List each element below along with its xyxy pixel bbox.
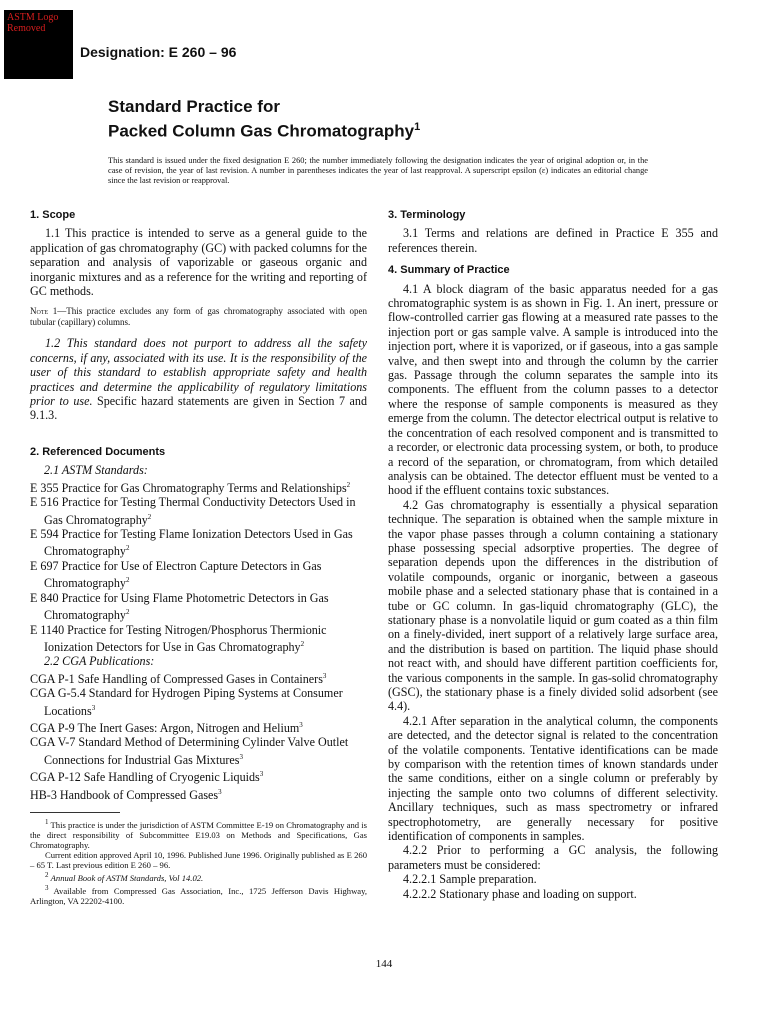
summary-4-2-2-2: 4.2.2.2 Stationary phase and loading on support. — [403, 886, 637, 901]
scope-1-2-italic: 1.2 This standard does not purport to address all the safety concerns, if any, associated with its use. It is the responsibility of the user of this standard to establish appropriate safety and health practices and determine the applicability of regulatory limitations prior to use. — [30, 336, 367, 409]
page-number: 144 — [375, 958, 393, 970]
reference-item: CGA P-12 Safe Handling of Cryogenic Liquids$^3$ — [30, 770, 264, 785]
summary-4-2: 4.2 Gas chromatography is essentially a physical separation technique. The separation is obtained when the sample mixture in the vapor phase passes through a column containing a stationary phase possessing special adsorptive properties. The degree of separation depends upon the differences in the distribution of volatile compounds, organic or inorganic, between a gaseous mobile phase and a selected stationary phase that is contained in a tube or GC column. In gas-liquid chromatography (GLC), the stationary phase is a nonvolatile liquid or gum coated as a thin film on a finely-divided, inert support of a relatively large surface area, and the distribution is based on partition. The liquid phase should not react with, and should have different partition coefficients for, the various components in the sample. In gas-solid chromatography (GSC), the stationary phase is a finely divided solid adsorbent (see 4.4). — [388, 497, 718, 714]
terminology-3-1: 3.1 Terms and relations are defined in Practice E 355 and references therein. — [388, 226, 718, 255]
designation: Designation: E 260 – 96 — [80, 44, 237, 60]
reference-item: CGA P-1 Safe Handling of Compressed Gases in Containers$^3$ — [30, 671, 327, 686]
section-refdocs-heading: 2. Referenced Documents — [30, 445, 166, 458]
section-scope-heading: 1. Scope — [30, 209, 76, 221]
reference-item: E 355 Practice for Gas Chromatography Terms and Relationships$^2$ — [30, 480, 351, 495]
footnote-3: $^3$ Available from Compressed Gas Association, Inc., 1725 Jefferson Davis Highway, Arlington, VA 22202-4100. — [30, 883, 367, 906]
title-line-1: Standard Practice for — [108, 97, 280, 116]
astm-reference-list — [30, 478, 367, 655]
footnotes — [30, 817, 367, 906]
footnote-rule — [30, 812, 120, 813]
reference-item: CGA G-5.4 Standard for Hydrogen Piping Systems at Consumer Locations$^3$ — [30, 686, 343, 718]
document-title — [108, 97, 420, 142]
reference-item: E 516 Practice for Testing Thermal Conductivity Detectors Used in Gas Chromatography$^2$ — [30, 495, 356, 527]
summary-4-1: 4.1 A block diagram of the basic apparatus needed for a gas chromatographic system is as shown in Fig. 1. An inert, pressure or flow-controlled carrier gas flowing at a measured rate passes to the injection port or gas sample valve. A sample is introduced into the injection port, where it is vaporized, or if gaseous, into a gas sample valve, and then swept into and through the column by the carrier gas. Passage through the column separates the sample into its components. The effluent from the column passes to a detector where the response of sample components is measured as they emerge from the column. The detector electrical output is relative to the concentration of each resolved component and is transmitted to a recorder, or electronic data processing system, or both, to produce a record of the separation, or chromatogram, from which detailed analysis can be obtained. The detector effluent must be vented to a hood if the effluent contains toxic substances. — [388, 281, 718, 498]
reference-item: CGA V-7 Standard Method of Determining Cylinder Valve Outlet Connections for Industrial Gas Mixtures$^3$ — [30, 735, 349, 767]
reference-item: E 697 Practice for Use of Electron Capture Detectors in Gas Chromatography$^2$ — [30, 558, 322, 591]
scope-1-2 — [30, 336, 367, 422]
astm-standards-subheading: 2.1 ASTM Standards: — [44, 463, 148, 478]
summary-4-2-1: 4.2.1 After separation in the analytical column, the components are detected, and the detector signal is related to the concentration of the volatile components. Tentative identifications can be made by comparison with the retention times of known standards under the same conditions, either on a single column or preferably by injecting the sample onto two columns of different selectivity. Ancillary techniques, such as mass spectrometry or infrared spectrophotometry, are generally necessary for positive identification of components in samples. — [388, 713, 718, 844]
footnote-1: $^1$ This practice is under the jurisdiction of ASTM Committee E-19 on Chromatography and is the direct responsibility of Subcommittee E19.03 on Methods and Specifications, Gas Chromatography. — [30, 818, 367, 851]
logo-removed-placeholder: ASTM Logo Removed — [4, 10, 73, 79]
note-1 — [30, 306, 367, 328]
title-footnote-marker: 1 — [414, 121, 421, 133]
section-terminology-heading: 3. Terminology — [388, 209, 466, 221]
section-summary-heading: 4. Summary of Practice — [388, 264, 510, 277]
reference-item: HB-3 Handbook of Compressed Gases$^3$ — [30, 787, 222, 802]
scope-1-1: 1.1 This practice is intended to serve as a general guide to the application of gas chromatography (GC) with packed columns for the separation and analysis of vaporizable or gaseous organic and inorganic mixtures and as a reference for the writing and reporting of GC methods. — [30, 226, 367, 299]
summary-4-2-2: 4.2.2 Prior to performing a GC analysis, the following parameters must be considered: — [388, 843, 718, 872]
footnote-2: $^2$ Annual Book of ASTM Standards, Vol 14.02. — [45, 871, 204, 883]
reference-item: E 1140 Practice for Testing Nitrogen/Phosphorus Thermionic Ionization Detectors for Use in Gas Chromatography$^2$ — [30, 622, 327, 654]
reference-item: E 840 Practice for Using Flame Photometric Detectors in Gas Chromatography$^2$ — [30, 590, 329, 623]
reference-list — [30, 463, 367, 802]
note-1-text: —This practice excludes any form of gas chromatography associated with open tubular (capillary) columns. — [30, 306, 367, 328]
summary-4-2-2-1: 4.2.2.1 Sample preparation. — [403, 872, 537, 887]
cga-publications-subheading: 2.2 CGA Publications: — [44, 654, 155, 669]
right-column — [388, 208, 718, 901]
reference-item: E 594 Practice for Testing Flame Ionization Detectors Used in Gas Chromatography$^2$ — [30, 526, 353, 559]
reference-item: CGA P-9 The Inert Gases: Argon, Nitrogen and Helium$^3$ — [30, 721, 303, 736]
cga-reference-list — [30, 669, 367, 802]
scope-1-2-rest: Specific hazard statements are given in Section 7 and 9.1.3. — [30, 394, 367, 423]
note-1-label: Note 1 — [30, 306, 58, 317]
left-column — [30, 208, 367, 906]
issuance-notice: This standard is issued under the fixed designation E 260; the number immediately following the designation indicates the year of original adoption or, in the case of revision, the year of last revision. A number in parentheses indicates the year of last reapproval. A superscript epsilon (ε) indicates an editorial change since the last revision or reapproval. — [108, 156, 648, 185]
footnote-1-edition: Current edition approved April 10, 1996. Published June 1996. Originally published as E 260 – 65 T. Last previous edition E 260 – 96. — [30, 850, 367, 871]
title-main: Packed Column Gas Chromatography — [108, 121, 415, 141]
title-line-2 — [108, 117, 420, 142]
